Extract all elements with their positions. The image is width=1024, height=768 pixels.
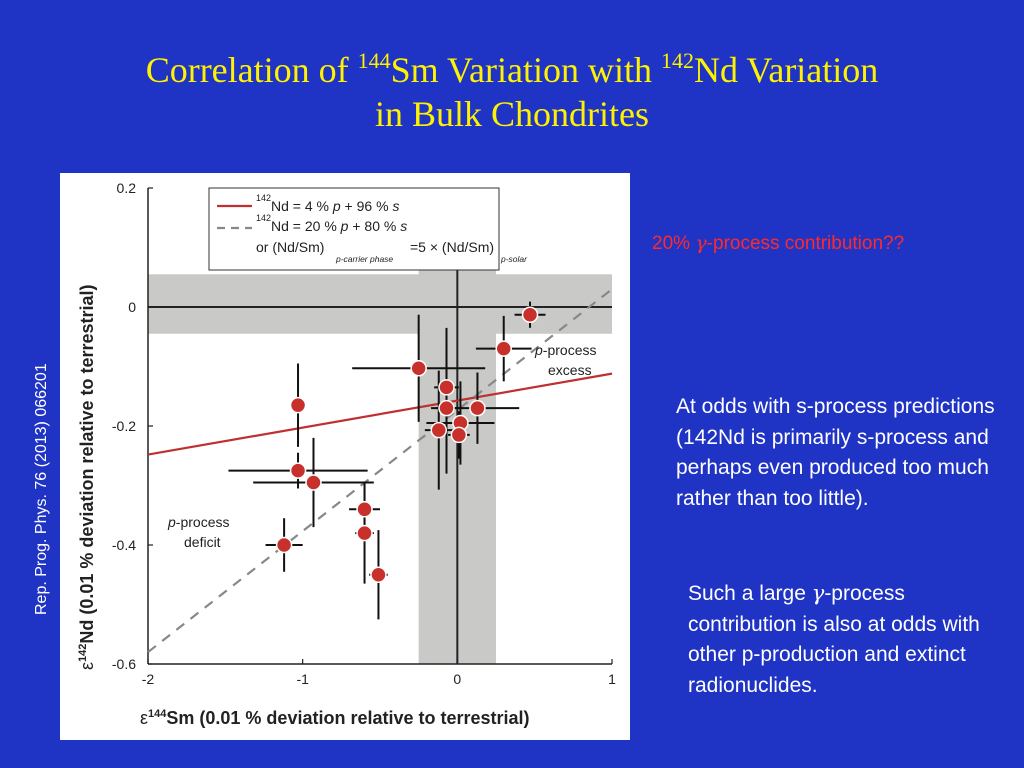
body-paragraph-1: At odds with s-process predictions (142Nd is primarily s-process and perhaps even produced too much rather than too little). xyxy=(676,395,995,510)
slide-title xyxy=(0,48,1024,136)
para2-text-b: -process contribution is also at odds with other p-production and extinct radionuclides. xyxy=(688,582,980,697)
title-sup-1: 144 xyxy=(357,48,391,73)
data-points xyxy=(277,307,538,582)
y-tick-label: 0.2 xyxy=(116,180,136,196)
data-point xyxy=(291,463,306,478)
data-point xyxy=(277,538,292,553)
para2-gamma: γ xyxy=(811,581,825,605)
y-tick-label: -0.2 xyxy=(111,418,136,434)
body-paragraph-2 xyxy=(688,578,988,701)
data-point xyxy=(451,427,466,442)
data-point xyxy=(291,398,306,413)
para2-text-a: Such a large xyxy=(688,582,812,605)
x-axis-label: $\varepsilon^{144}Sm$ (0.01 % deviation relative to terrestrial) xyxy=(140,708,530,728)
process-contribution-callout xyxy=(652,232,904,255)
legend-sub-solar: p-solar xyxy=(501,254,527,264)
y-tick-label: -0.6 xyxy=(111,656,136,672)
legend-row2: Nd = 20 % p + 80 % s xyxy=(271,218,408,234)
data-point xyxy=(439,380,454,395)
data-point xyxy=(357,502,372,517)
data-point xyxy=(411,361,426,376)
y-tick-label: -0.4 xyxy=(111,537,136,553)
legend-sub-carrier: p-carrier phase xyxy=(336,254,394,264)
legend-row1: Nd = 4 % p + 96 % s xyxy=(271,198,400,214)
callout-text-b: -process contribution?? xyxy=(706,233,905,254)
data-point xyxy=(439,401,454,416)
data-point xyxy=(306,475,321,490)
title-text-1: Correlation of xyxy=(145,50,358,90)
legend-row3-right: =5 × (Nd/Sm) xyxy=(410,239,495,255)
annotation-excess-line2: excess xyxy=(548,362,592,378)
title-text-3: Nd Variation xyxy=(693,50,879,90)
scatter-chart xyxy=(60,173,630,740)
x-tick-label: -1 xyxy=(296,671,309,687)
annotation-deficit-line1: p-process xyxy=(168,514,230,530)
annotation-excess-line1: p-process xyxy=(535,342,597,358)
y-axis-label: $\varepsilon^{142}Nd$ (0.01 % deviation relative to terrestrial) xyxy=(77,284,97,670)
data-point xyxy=(470,401,485,416)
legend xyxy=(209,188,528,270)
y-tick-label: 0 xyxy=(128,299,136,315)
horizontal-band xyxy=(148,274,612,334)
x-tick-label: 0 xyxy=(453,671,462,687)
annotation-deficit-line2: deficit xyxy=(184,534,221,550)
reference-citation: Rep. Prog. Phys. 76 (2013) 066201 xyxy=(33,363,50,615)
title-sup-2: 142 xyxy=(660,48,694,73)
title-line-2: in Bulk Chondrites xyxy=(374,94,649,134)
legend-row3-left: or (Nd/Sm) xyxy=(256,239,325,255)
chart-figure xyxy=(60,173,630,740)
data-point xyxy=(523,307,538,322)
data-point xyxy=(357,526,372,541)
legend-row1-sup: 142 xyxy=(256,193,272,203)
data-point xyxy=(496,341,511,356)
title-text-2: Sm Variation with xyxy=(390,50,661,90)
x-tick-label: -2 xyxy=(141,671,155,687)
callout-gamma: γ xyxy=(695,232,707,254)
callout-text-a: 20% xyxy=(652,233,696,254)
x-tick-label: 1 xyxy=(608,671,616,687)
legend-row2-sup: 142 xyxy=(256,213,272,223)
red-model-line xyxy=(148,374,612,455)
data-point xyxy=(431,423,446,438)
data-point xyxy=(371,567,386,582)
